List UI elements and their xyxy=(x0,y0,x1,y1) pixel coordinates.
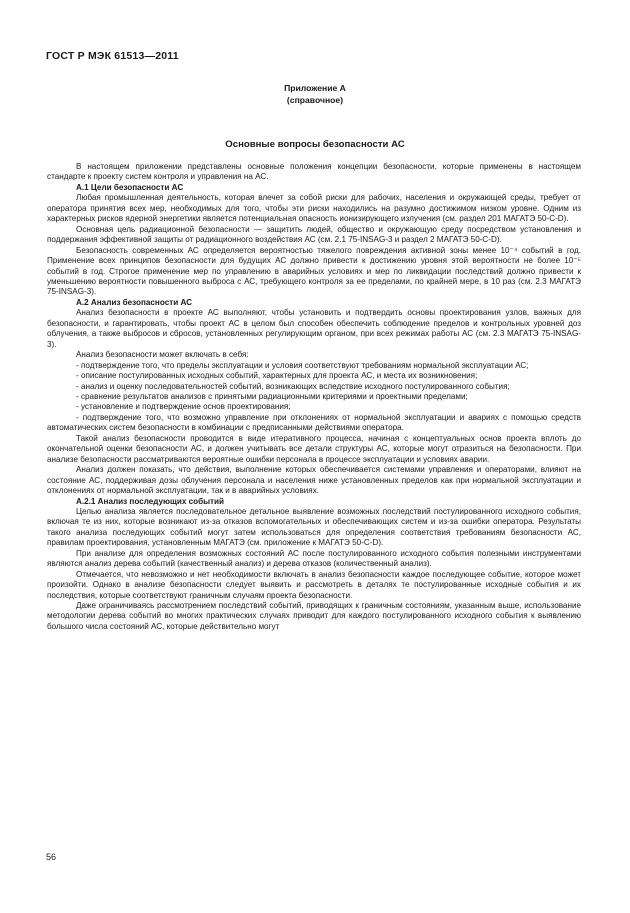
paragraph: - подтверждение того, что пределы эксплуатации и условия соответствуют требованиям нормальной эксплуатации АС; xyxy=(76,360,529,370)
section-heading: А.1 Цели безопасности АС xyxy=(76,182,184,192)
paragraph: При анализе для определения возможных состояний АС после постулированного исходного события полезными инструментами являются анализ дерева событий (качественный анализ) и дерева отказов (количественный анализ). xyxy=(47,548,581,569)
annex-heading xyxy=(0,82,630,106)
paragraph: Такой анализ безопасности проводится в виде итеративного процесса, начиная с концептуальных основ проекта вплоть до окончательной оценки безопасности АС, и должен учитывать все детали структуры АС, которые могут отразиться на безопасности. При анализе безопасности рассматриваются вероятные ошибки персонала в процессе эксплуатации и условиях аварии. xyxy=(47,433,581,464)
paragraph: Анализ должен показать, что действия, выполнение которых обеспечивается системами управления и операторами, влияют на состояние АС, поддерживая дозы облучения персонала и населения ниже установленных пределов как при нормальной эксплуатации и отклонениях от нормальной эксплуатации, так и в аварийных условиях. xyxy=(47,465,581,496)
paragraph: Основная цель радиационной безопасности — защитить людей, общество и окружающую среду посредством установления и поддержания эффективной защиты от радиационного воздействия АС (см. 2.1 75-INSAG-3 и раздел 2 МАГАТЭ 50-С-D). xyxy=(47,224,581,245)
paragraph: - описание постулированных исходных событий, характерных для проекта АС, и места их возникновения; xyxy=(76,371,478,381)
annex-type: (справочное) xyxy=(286,95,344,105)
paragraph: Безопасность современных АС определяется вероятностью тяжелого повреждения активной зоны менее 10⁻⁴ событий в год. Применение всех принципов безопасности для будущих АС должно привести к достижению уровня этой вероятности не более 10⁻⁵ событий в год. Строгое применение мер по управлению в аварийных условиях и мер по ликвидации последствий должно привести к уменьшению вероятности повышенного выброса с АС, требующего контроля за ее пределами, по крайней мере, в 10 раз (см. 2.3 МАГАТЭ 75-INSAG-3). xyxy=(47,245,581,297)
section-heading: А.2 Анализ безопасности АС xyxy=(76,297,192,307)
paragraph: Любая промышленная деятельность, которая влечет за собой риски для рабочих, населения и окружающей среды, требует от оператора принятия всех мер, необходимых для того, чтобы эти риски находились на разумно достижимом низком уровне. Одним из характерных рисков ядерной энергетики является потенциальная опасность ионизирующего излучения (см. раздел 201 МАГАТЭ 50-С-D). xyxy=(47,193,581,224)
annex-label: Приложение А xyxy=(284,83,346,93)
paragraph: Целью анализа является последовательное детальное выявление возможных последствий постулированного исходного события, включая те из них, которые возникают из-за отказов вспомогательных и обеспечивающих систем и из-за ошибки оператора. Результаты такого анализа последующих событий могут затем использоваться для определения соответствия требованиям безопасности АС, правилам проектирования, установленным МАГАТЭ (см. приложение к МАГАТЭ 50-С-D). xyxy=(47,506,581,548)
paragraph: В настоящем приложении представлены основные положения концепции безопасности, которые применены в настоящем стандарте к проекту систем контроля и управления на АС. xyxy=(47,162,581,182)
paragraph: - установление и подтверждение основ проектирования; xyxy=(76,402,291,412)
document-header: ГОСТ Р МЭК 61513—2011 xyxy=(46,50,179,62)
paragraph: Анализ безопасности в проекте АС выполняют, чтобы установить и подтвердить основы проектирования узлов, важных для безопасности, и гарантировать, чтобы проект АС в целом был способен обеспечить соблюдение пределов и контрольных уровней доз облучения, а также выбросов и сбросов, установленных регулирующим органом, при всех режимах работы АС (см. 2.3 МАГАТЭ 75-INSAG-3). xyxy=(47,308,581,349)
paragraph: - подтверждение того, что возможно управление при отклонениях от нормальной эксплуатации и авариях с помощью средств автоматических систем безопасности в комбинации с предписанными действиями оператора. xyxy=(47,412,581,433)
page-number: 56 xyxy=(46,852,57,862)
annex-title: Основные вопросы безопасности АС xyxy=(225,139,405,150)
paragraph: Отмечается, что невозможно и нет необходимости включать в анализ безопасности каждое последующее событие, которое может произойти. Однако в анализе безопасности следует выявить и рассмотреть в деталях те постулированные исходные события и их последствия, которые соответствуют граничным случаям проекта безопасности. xyxy=(47,569,581,600)
document-body xyxy=(47,162,581,632)
paragraph: Даже ограничиваясь рассмотрением последствий событий, приводящих к граничным состояниям, указанным выше, использование методологии дерева событий во многих практических случаях приводит для каждого постулированного исходного события к выявлению большого числа состояний АС, которые действительно могут xyxy=(47,601,581,631)
paragraph: - сравнение результатов анализов с принятыми радиационными критериями и проектными пределами; xyxy=(76,391,468,401)
paragraph: Анализ безопасности может включать в себя: xyxy=(76,350,249,360)
paragraph: - анализ и оценку последовательностей событий, возникающих вследствие исходного постулированного события; xyxy=(76,381,510,391)
section-heading: А.2.1 Анализ последующих событий xyxy=(76,496,225,506)
